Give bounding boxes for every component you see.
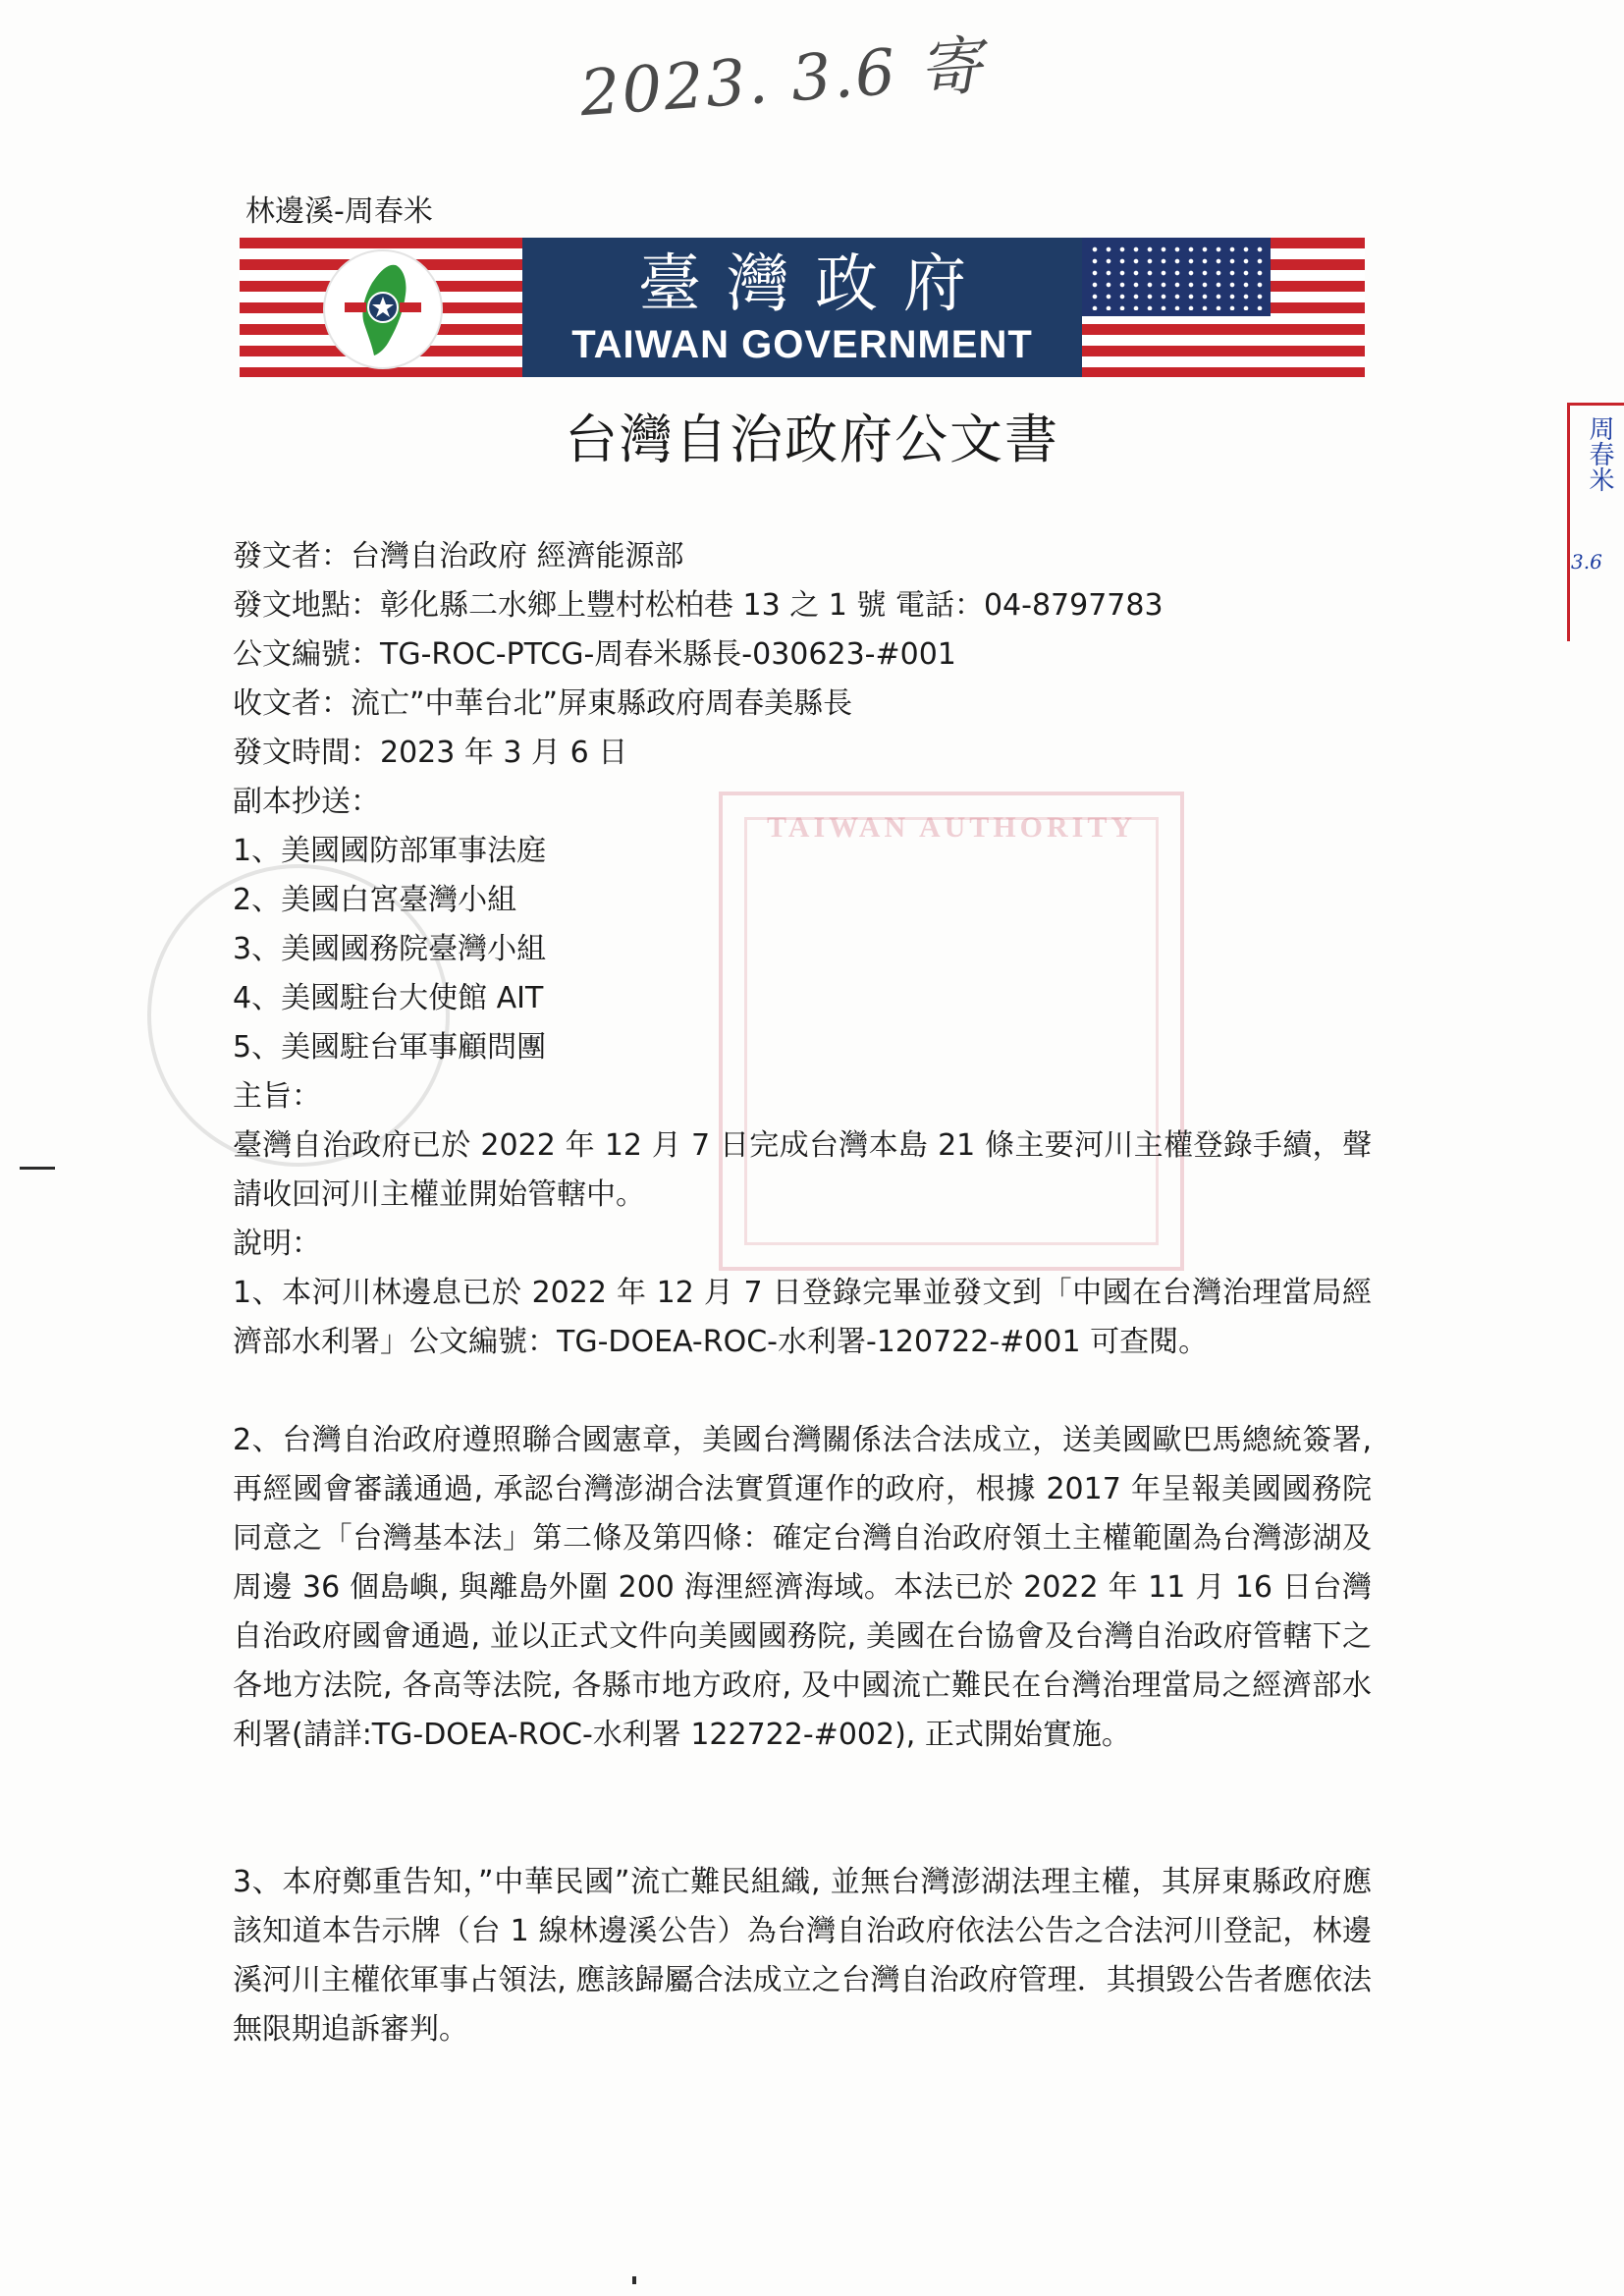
stamp-text: TAIWAN AUTHORITY: [767, 811, 1136, 844]
explanation-paragraph-2: 2、台灣自治政府遵照聯合國憲章，美國台灣關係法合法成立，送美國歐巴馬總統簽署, 再經國會審議通過, 承認台灣澎湖合法實質運作的政府，根據 2017 年呈報美國國務院同意之「台灣基本法」第二條及第四條：確定台灣自治政府領土主權範圍為台灣澎湖及周邊 36 個島嶼, 與離島外圍 200 海浬經濟海域。本法已於 2022 年 11 月 16 日台灣自治政府國會通過, 並以正式文件向美國國務院, 美國在台協會及台灣自治政府管轄下之各地方法院, 各高等法院, 各縣市地方政府, 及中國流亡難民在台灣治理當局之經濟部水利署(請詳:TG-DOEA-ROC-水利署 122722-#002), 正式開始實施。: [233, 1423, 1372, 1752]
us-flag-canton-icon: [1082, 238, 1271, 316]
explanation-paragraph-1: 1、本河川林邊息已於 2022 年 12 月 7 日登錄完畢並發文到「中國在台灣治理當局經濟部水利署」公文編號：TG-DOEA-ROC-水利署-120722-#001 可查閱。: [233, 1276, 1372, 1359]
cc-list-item: 2、美國白宮臺灣小組: [233, 883, 517, 917]
recipient-line: 收文者：流亡”中華台北”屏東縣政府周春美縣長: [233, 686, 853, 721]
cc-list-item: 4、美國駐台大使館 AIT: [233, 981, 544, 1015]
margin-handwritten-note: [1567, 403, 1624, 641]
explanation-paragraph-3: 3、本府鄭重告知，”中華民國”流亡難民組織, 並無台灣澎湖法理主權，其屏東縣政府應該知道本告示牌（台 1 線林邊溪公告）為台灣自治政府依法公告之合法河川登記，林邊溪河川主權依軍事占領法, 應該歸屬合法成立之台灣自治政府管理．其損毀公告者應依法無限期追訴審判。: [233, 1865, 1372, 2047]
cc-list-item: 1、美國國防部軍事法庭: [233, 834, 547, 868]
banner-title-english: TAIWAN GOVERNMENT: [571, 323, 1033, 366]
cc-list-item: 5、美國駐台軍事顧問團: [233, 1030, 547, 1065]
margin-note-date: 3.6: [1571, 550, 1602, 574]
subject-label: 主旨：: [233, 1079, 321, 1114]
government-banner: [240, 238, 1365, 377]
banner-title-block: [522, 238, 1082, 377]
subject-text: 臺灣自治政府已於 2022 年 12 月 7 日完成台灣本島 21 條主要河川主權登錄手續，聲請收回河川主權並開始管轄中。: [233, 1128, 1372, 1212]
issuing-address-line: 發文地點：彰化縣二水鄉上豐村松柏巷 13 之 1 號 電話：04-8797783: [233, 588, 1164, 623]
banner-title-chinese: 臺灣政府: [638, 248, 992, 321]
issuer-line: 發文者：台灣自治政府 經濟能源部: [233, 539, 684, 574]
issue-date-line: 發文時間：2023 年 3 月 6 日: [233, 736, 628, 770]
top-label: 林邊溪-周春米: [245, 194, 433, 229]
handwritten-date: 2023. 3.6 寄: [577, 29, 987, 132]
explanation-label: 說明：: [233, 1227, 321, 1261]
scan-mark: [20, 1167, 55, 1170]
cc-list-item: 3、美國國務院臺灣小組: [233, 932, 547, 966]
margin-note-name: 周春米: [1585, 415, 1614, 492]
document-number-line: 公文編號：TG-ROC-PTCG-周春米縣長-030623-#001: [233, 637, 956, 672]
scan-mark: [632, 2276, 636, 2284]
cc-label: 副本抄送：: [233, 785, 380, 819]
taiwan-emblem-icon: [323, 249, 443, 369]
document-title: 台灣自治政府公文書: [565, 409, 1059, 470]
